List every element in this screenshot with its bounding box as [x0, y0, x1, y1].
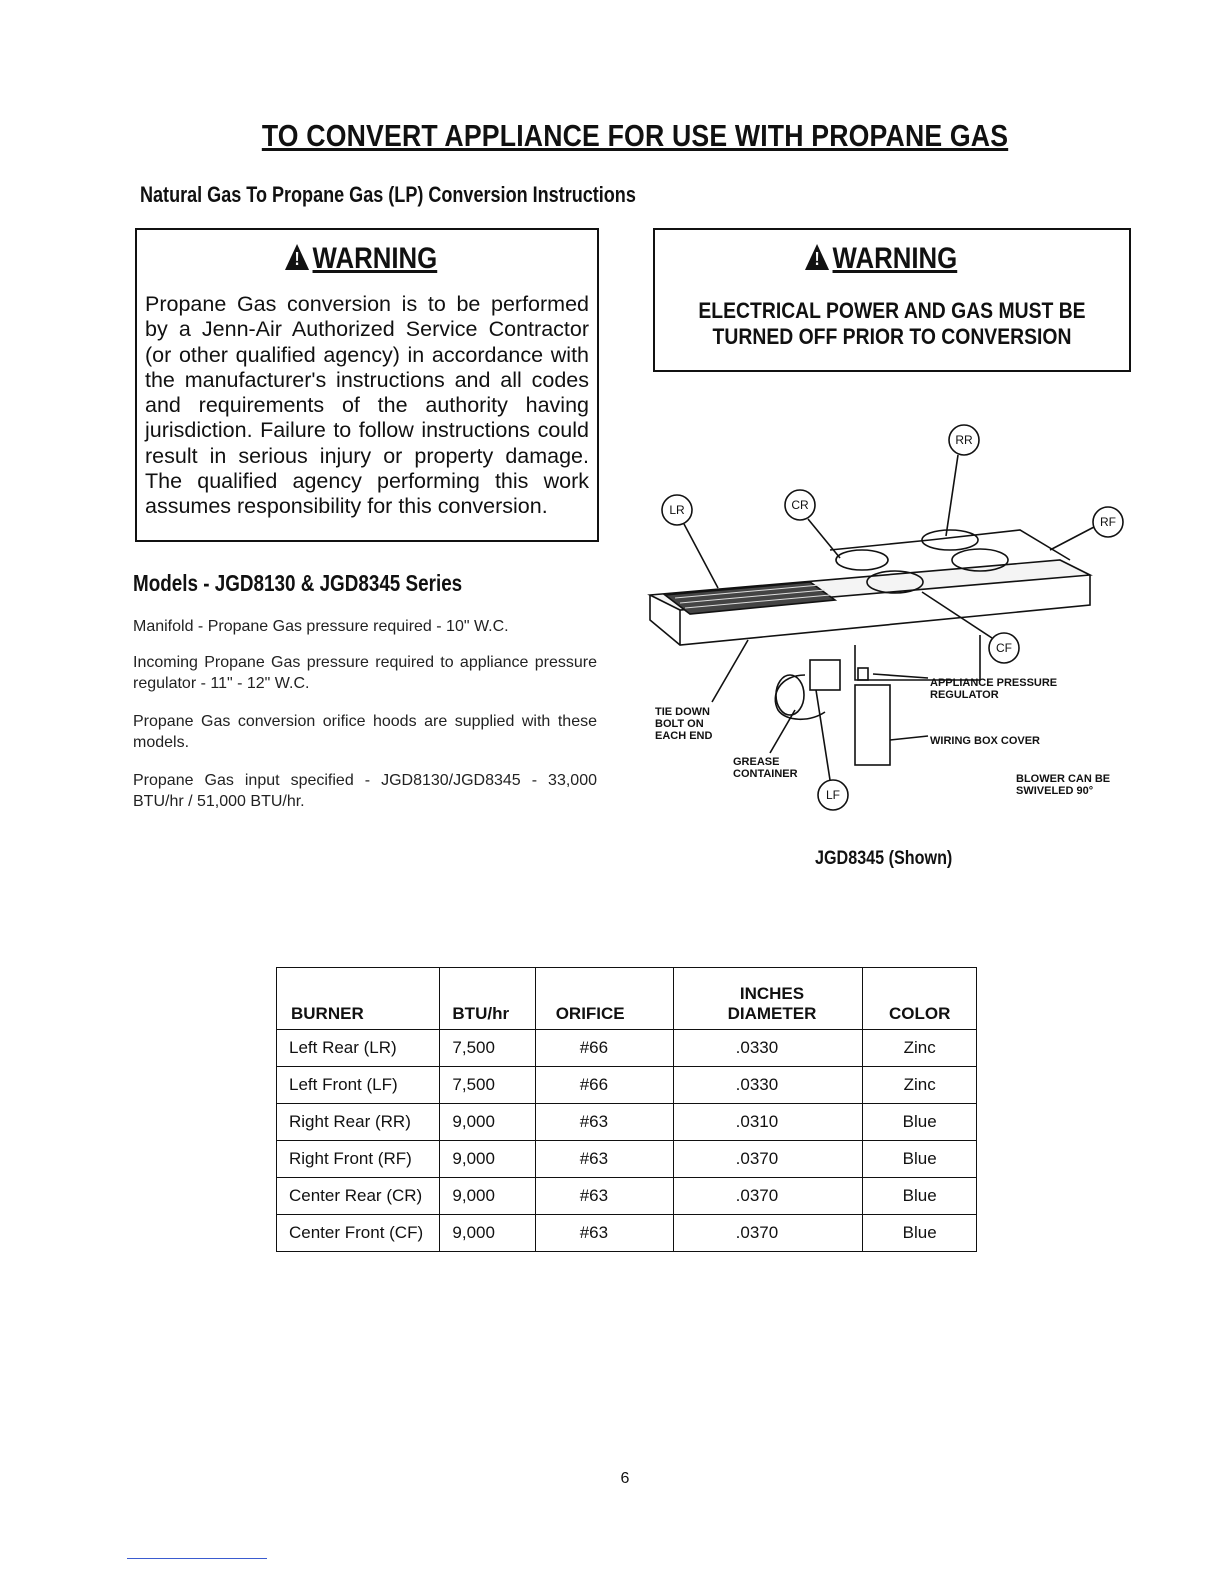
table-header-row [277, 968, 977, 1030]
bubble-lf-label: LF [825, 788, 841, 802]
cell-diameter: .0330 [673, 1067, 863, 1104]
cell-diameter: .0370 [673, 1178, 863, 1215]
spec-incoming-pressure: Incoming Propane Gas pressure required to appliance pressure regulator - 11" - 12" W.C. [133, 654, 597, 692]
label-regulator-1: APPLIANCE PRESSURE [930, 677, 1058, 689]
warning-box-installer [135, 228, 599, 542]
grate-outline [830, 530, 1070, 560]
label-regulator-2: REGULATOR [930, 689, 999, 701]
orifice-table [276, 967, 977, 1252]
cell-color: Blue [863, 1178, 977, 1215]
page-number: 6 [620, 1470, 630, 1487]
spec-manifold-pressure: Manifold - Propane Gas pressure required - 10" W.C. [133, 618, 509, 635]
cell-orifice: #66 [535, 1067, 673, 1104]
bubble-rf-label: RF [1100, 515, 1116, 529]
cell-color: Blue [863, 1215, 977, 1252]
header-diameter-line1: INCHES [739, 984, 805, 1003]
cell-btu: 9,000 [440, 1178, 535, 1215]
cell-color: Zinc [863, 1030, 977, 1067]
table-row [277, 1030, 977, 1067]
cell-burner: Right Rear (RR) [277, 1104, 440, 1141]
warning-heading [805, 242, 957, 276]
bubble-lr-label: LR [669, 503, 685, 517]
warning-box-power [653, 228, 1131, 372]
label-grease-2: CONTAINER [733, 768, 798, 780]
diagram-caption: JGD8345 (Shown) [815, 848, 953, 869]
cell-burner: Center Front (CF) [277, 1215, 440, 1252]
header-color: COLOR [863, 968, 977, 1030]
table-row [277, 1141, 977, 1178]
page-title: TO CONVERT APPLIANCE FOR USE WITH PROPANE GAS [261, 118, 1009, 153]
spec-gas-input: Propane Gas input specified - JGD8130/JGD8345 - 33,000 BTU/hr / 51,000 BTU/hr. [133, 772, 597, 810]
cell-orifice: #63 [535, 1215, 673, 1252]
cell-color: Blue [863, 1104, 977, 1141]
cell-orifice: #63 [535, 1104, 673, 1141]
cell-diameter: .0330 [673, 1030, 863, 1067]
header-orifice: ORIFICE [535, 968, 673, 1030]
cell-btu: 9,000 [440, 1104, 535, 1141]
table-row [277, 1104, 977, 1141]
cell-orifice: #63 [535, 1141, 673, 1178]
cell-btu: 9,000 [440, 1141, 535, 1178]
label-blower-2: SWIVELED 90° [1016, 785, 1094, 797]
burner-cr [836, 550, 888, 570]
label-tiedown-3: EACH END [655, 730, 713, 742]
table-row [277, 1215, 977, 1252]
header-burner: BURNER [277, 968, 440, 1030]
warning-triangle-icon [285, 244, 309, 270]
cell-btu: 7,500 [440, 1067, 535, 1104]
table-row [277, 1067, 977, 1104]
warning-heading [285, 242, 437, 276]
cell-burner: Left Front (LF) [277, 1067, 440, 1104]
warning-heading-text: WARNING [312, 242, 438, 275]
footer-rule [127, 1558, 267, 1559]
bubble-cf-label: CF [996, 641, 1012, 655]
grill-grate [665, 582, 835, 614]
table-row [277, 1178, 977, 1215]
bubble-rr-label: RR [955, 433, 973, 447]
label-blower-1: BLOWER CAN BE [1016, 773, 1111, 785]
header-btu: BTU/hr [440, 968, 535, 1030]
page-subtitle: Natural Gas To Propane Gas (LP) Conversion Instructions [140, 182, 636, 207]
grease-container [810, 660, 840, 690]
models-heading: Models - JGD8130 & JGD8345 Series [133, 570, 463, 596]
warning-body: Propane Gas conversion is to be performed by a Jenn-Air Authorized Service Contractor (or other qualified agency) in accordance with the manufacturer's instructions and all codes and requirements of the authority having jurisdiction. Failure to follow instructions could result in serious injury or property damage. The qualified agency performing this work assumes responsibility for this conversion. [145, 292, 589, 519]
cooktop-diagram [630, 410, 1130, 830]
cell-orifice: #66 [535, 1030, 673, 1067]
cell-color: Blue [863, 1141, 977, 1178]
header-diameter [673, 968, 863, 1030]
cell-btu: 7,500 [440, 1030, 535, 1067]
label-wiring-box: WIRING BOX COVER [930, 735, 1041, 747]
cell-burner: Left Rear (LR) [277, 1030, 440, 1067]
wiring-box-cover [855, 685, 890, 765]
warning-triangle-icon [805, 244, 829, 270]
cell-burner: Right Front (RF) [277, 1141, 440, 1178]
cell-orifice: #63 [535, 1178, 673, 1215]
cell-color: Zinc [863, 1067, 977, 1104]
warning-body: ELECTRICAL POWER AND GAS MUST BE TURNED OFF PRIOR TO CONVERSION [698, 298, 1086, 349]
bubble-cr-label: CR [791, 498, 809, 512]
warning-heading-text: WARNING [832, 242, 958, 275]
burner-box [855, 635, 980, 680]
cell-diameter: .0310 [673, 1104, 863, 1141]
cell-btu: 9,000 [440, 1215, 535, 1252]
header-diameter-line2: DIAMETER [727, 1004, 817, 1023]
label-grease-1: GREASE [733, 756, 780, 768]
label-tiedown-2: BOLT ON [655, 718, 704, 730]
blower-opening [776, 675, 804, 715]
cell-diameter: .0370 [673, 1215, 863, 1252]
cell-burner: Center Rear (CR) [277, 1178, 440, 1215]
label-tiedown-1: TIE DOWN [655, 706, 710, 718]
pressure-regulator [858, 668, 868, 680]
spec-orifice-hoods: Propane Gas conversion orifice hoods are supplied with these models. [133, 713, 597, 751]
cell-diameter: .0370 [673, 1141, 863, 1178]
